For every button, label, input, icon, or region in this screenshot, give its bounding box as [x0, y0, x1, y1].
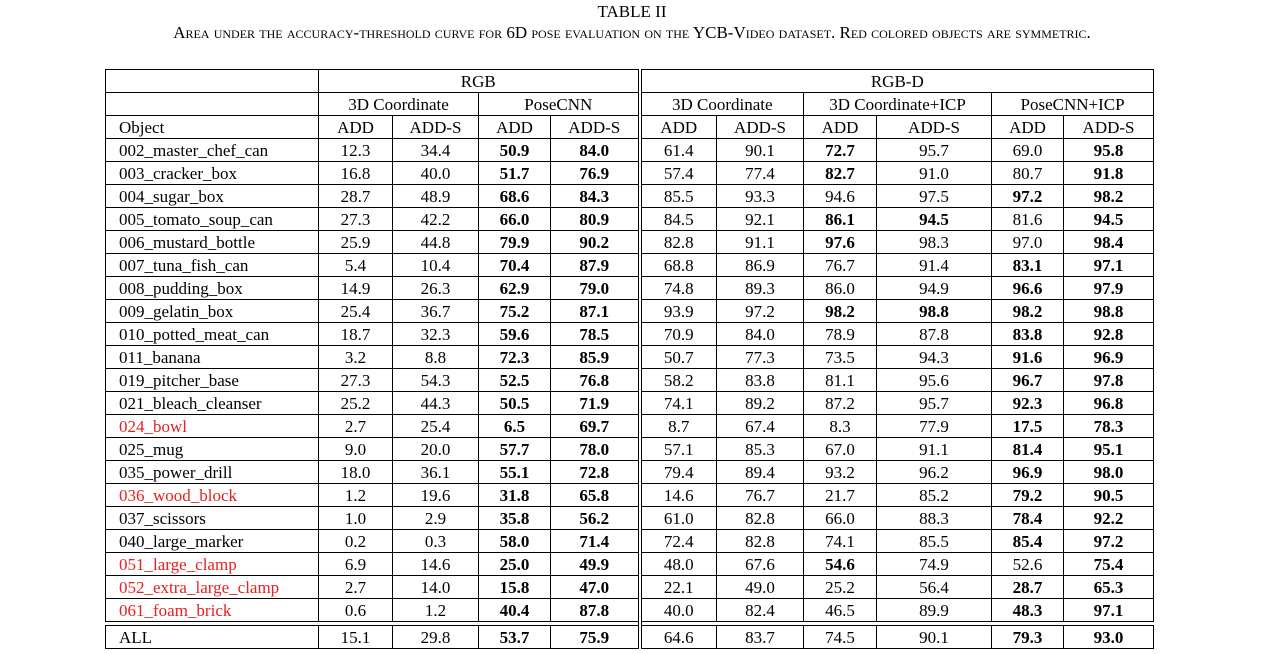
object-name-cell: 002_master_chef_can [106, 139, 319, 162]
value-cell: 66.0 [479, 208, 551, 231]
table-row [106, 461, 1154, 484]
value-cell: 26.3 [393, 277, 479, 300]
value-cell: 95.1 [1064, 438, 1154, 461]
value-cell: 87.8 [551, 599, 640, 622]
value-cell: 48.3 [992, 599, 1064, 622]
value-cell: 50.9 [479, 139, 551, 162]
value-cell: 14.6 [640, 484, 717, 507]
object-name-cell: 009_gelatin_box [106, 300, 319, 323]
value-cell: 74.5 [804, 626, 877, 649]
value-cell: 79.4 [640, 461, 717, 484]
value-cell: 98.2 [804, 300, 877, 323]
metric-column-header: ADD-S [1064, 116, 1154, 139]
value-cell: 40.0 [393, 162, 479, 185]
value-cell: 95.6 [877, 369, 992, 392]
value-cell: 86.9 [717, 254, 804, 277]
value-cell: 81.1 [804, 369, 877, 392]
value-cell: 76.8 [551, 369, 640, 392]
object-name-cell: 006_mustard_bottle [106, 231, 319, 254]
value-cell: 84.0 [551, 139, 640, 162]
table-row [106, 277, 1154, 300]
value-cell: 89.9 [877, 599, 992, 622]
value-cell: 84.5 [640, 208, 717, 231]
value-cell: 84.3 [551, 185, 640, 208]
table-row [106, 484, 1154, 507]
value-cell: 93.2 [804, 461, 877, 484]
table-row [106, 300, 1154, 323]
value-cell: 95.7 [877, 392, 992, 415]
value-cell: 8.3 [804, 415, 877, 438]
value-cell: 15.1 [319, 626, 393, 649]
empty-header-cell [106, 93, 319, 116]
object-name-cell: 037_scissors [106, 507, 319, 530]
table-row [106, 346, 1154, 369]
table-row [106, 576, 1154, 599]
value-cell: 91.0 [877, 162, 992, 185]
value-cell: 2.7 [319, 415, 393, 438]
metric-column-header: ADD-S [551, 116, 640, 139]
table-row [106, 553, 1154, 576]
object-name-cell: 004_sugar_box [106, 185, 319, 208]
value-cell: 49.9 [551, 553, 640, 576]
object-name-cell: 040_large_marker [106, 530, 319, 553]
value-cell: 5.4 [319, 254, 393, 277]
value-cell: 57.1 [640, 438, 717, 461]
table-row [106, 162, 1154, 185]
value-cell: 91.6 [992, 346, 1064, 369]
value-cell: 94.6 [804, 185, 877, 208]
value-cell: 78.5 [551, 323, 640, 346]
value-cell: 75.2 [479, 300, 551, 323]
value-cell: 82.8 [717, 530, 804, 553]
object-name-cell: 024_bowl [106, 415, 319, 438]
value-cell: 48.9 [393, 185, 479, 208]
value-cell: 72.4 [640, 530, 717, 553]
value-cell: 25.9 [319, 231, 393, 254]
value-cell: 87.2 [804, 392, 877, 415]
value-cell: 28.7 [319, 185, 393, 208]
value-cell: 83.1 [992, 254, 1064, 277]
value-cell: 86.0 [804, 277, 877, 300]
table-row [106, 185, 1154, 208]
value-cell: 52.6 [992, 553, 1064, 576]
value-cell: 47.0 [551, 576, 640, 599]
value-cell: 49.0 [717, 576, 804, 599]
value-cell: 0.6 [319, 599, 393, 622]
value-cell: 67.4 [717, 415, 804, 438]
value-cell: 98.2 [1064, 185, 1154, 208]
value-cell: 97.1 [1064, 599, 1154, 622]
value-cell: 85.3 [717, 438, 804, 461]
group-header-rgb: RGB [319, 70, 640, 93]
value-cell: 9.0 [319, 438, 393, 461]
value-cell: 92.8 [1064, 323, 1154, 346]
value-cell: 59.6 [479, 323, 551, 346]
empty-header-cell [106, 70, 319, 93]
value-cell: 76.7 [717, 484, 804, 507]
value-cell: 83.8 [992, 323, 1064, 346]
value-cell: 40.0 [640, 599, 717, 622]
value-cell: 14.9 [319, 277, 393, 300]
object-name-cell: 035_power_drill [106, 461, 319, 484]
value-cell: 84.0 [717, 323, 804, 346]
value-cell: 29.8 [393, 626, 479, 649]
value-cell: 1.2 [393, 599, 479, 622]
value-cell: 78.3 [1064, 415, 1154, 438]
value-cell: 86.1 [804, 208, 877, 231]
value-cell: 96.9 [992, 461, 1064, 484]
value-cell: 70.4 [479, 254, 551, 277]
value-cell: 95.7 [877, 139, 992, 162]
object-column-header: Object [106, 116, 319, 139]
metric-column-header: ADD-S [393, 116, 479, 139]
value-cell: 20.0 [393, 438, 479, 461]
value-cell: 72.8 [551, 461, 640, 484]
value-cell: 54.6 [804, 553, 877, 576]
object-name-cell: 052_extra_large_clamp [106, 576, 319, 599]
value-cell: 61.4 [640, 139, 717, 162]
value-cell: 1.2 [319, 484, 393, 507]
value-cell: 18.0 [319, 461, 393, 484]
value-cell: 89.4 [717, 461, 804, 484]
value-cell: 25.2 [804, 576, 877, 599]
value-cell: 83.7 [717, 626, 804, 649]
value-cell: 65.8 [551, 484, 640, 507]
value-cell: 44.8 [393, 231, 479, 254]
value-cell: 75.9 [551, 626, 640, 649]
value-cell: 36.7 [393, 300, 479, 323]
value-cell: 74.8 [640, 277, 717, 300]
value-cell: 35.8 [479, 507, 551, 530]
value-cell: 82.7 [804, 162, 877, 185]
metric-column-header: ADD [479, 116, 551, 139]
metric-column-header: ADD-S [717, 116, 804, 139]
value-cell: 98.0 [1064, 461, 1154, 484]
value-cell: 98.2 [992, 300, 1064, 323]
method-header-posecnn: PoseCNN [479, 93, 640, 116]
value-cell: 50.7 [640, 346, 717, 369]
value-cell: 92.1 [717, 208, 804, 231]
value-cell: 72.7 [804, 139, 877, 162]
value-cell: 58.2 [640, 369, 717, 392]
value-cell: 91.1 [717, 231, 804, 254]
value-cell: 57.7 [479, 438, 551, 461]
value-cell: 61.0 [640, 507, 717, 530]
value-cell: 81.6 [992, 208, 1064, 231]
column-header-row [106, 116, 1154, 139]
method-header-3d-coordinate-icp: 3D Coordinate+ICP [804, 93, 992, 116]
value-cell: 96.6 [992, 277, 1064, 300]
value-cell: 91.1 [877, 438, 992, 461]
value-cell: 93.0 [1064, 626, 1154, 649]
value-cell: 97.2 [1064, 530, 1154, 553]
value-cell: 97.6 [804, 231, 877, 254]
object-name-cell: 061_foam_brick [106, 599, 319, 622]
value-cell: 17.5 [992, 415, 1064, 438]
value-cell: 77.3 [717, 346, 804, 369]
value-cell: 16.8 [319, 162, 393, 185]
object-name-cell: 019_pitcher_base [106, 369, 319, 392]
value-cell: 96.9 [1064, 346, 1154, 369]
value-cell: 97.1 [1064, 254, 1154, 277]
value-cell: 6.5 [479, 415, 551, 438]
value-cell: 0.2 [319, 530, 393, 553]
value-cell: 82.4 [717, 599, 804, 622]
group-header-rgbd: RGB-D [640, 70, 1154, 93]
value-cell: 97.9 [1064, 277, 1154, 300]
value-cell: 32.3 [393, 323, 479, 346]
value-cell: 79.2 [992, 484, 1064, 507]
value-cell: 79.0 [551, 277, 640, 300]
value-cell: 2.9 [393, 507, 479, 530]
value-cell: 68.8 [640, 254, 717, 277]
value-cell: 94.9 [877, 277, 992, 300]
value-cell: 93.9 [640, 300, 717, 323]
metric-column-header: ADD [319, 116, 393, 139]
value-cell: 77.9 [877, 415, 992, 438]
value-cell: 91.4 [877, 254, 992, 277]
value-cell: 12.3 [319, 139, 393, 162]
value-cell: 97.0 [992, 231, 1064, 254]
object-name-cell: 003_cracker_box [106, 162, 319, 185]
value-cell: 89.3 [717, 277, 804, 300]
value-cell: 2.7 [319, 576, 393, 599]
value-cell: 65.3 [1064, 576, 1154, 599]
value-cell: 78.9 [804, 323, 877, 346]
value-cell: 94.5 [1064, 208, 1154, 231]
value-cell: 89.2 [717, 392, 804, 415]
value-cell: 19.6 [393, 484, 479, 507]
value-cell: 71.4 [551, 530, 640, 553]
value-cell: 97.2 [992, 185, 1064, 208]
object-name-cell: 005_tomato_soup_can [106, 208, 319, 231]
value-cell: 79.3 [992, 626, 1064, 649]
table-row [106, 231, 1154, 254]
value-cell: 88.3 [877, 507, 992, 530]
table-row [106, 323, 1154, 346]
method-header-3d-coordinate-rgbd: 3D Coordinate [640, 93, 804, 116]
value-cell: 98.8 [877, 300, 992, 323]
value-cell: 98.8 [1064, 300, 1154, 323]
value-cell: 8.7 [640, 415, 717, 438]
value-cell: 8.8 [393, 346, 479, 369]
table-row [106, 626, 1154, 649]
value-cell: 77.4 [717, 162, 804, 185]
value-cell: 82.8 [640, 231, 717, 254]
table-row [106, 392, 1154, 415]
group-header-row [106, 70, 1154, 93]
method-header-row [106, 93, 1154, 116]
value-cell: 0.3 [393, 530, 479, 553]
value-cell: 48.0 [640, 553, 717, 576]
value-cell: 55.1 [479, 461, 551, 484]
value-cell: 22.1 [640, 576, 717, 599]
table-caption: Area under the accuracy-threshold curve for 6D pose evaluation on the YCB-Video dataset. Red colored objects are symmetric. [173, 23, 1091, 42]
object-name-cell: 036_wood_block [106, 484, 319, 507]
value-cell: 64.6 [640, 626, 717, 649]
value-cell: 46.5 [804, 599, 877, 622]
value-cell: 79.9 [479, 231, 551, 254]
value-cell: 25.0 [479, 553, 551, 576]
value-cell: 90.5 [1064, 484, 1154, 507]
value-cell: 51.7 [479, 162, 551, 185]
value-cell: 28.7 [992, 576, 1064, 599]
object-name-cell: 021_bleach_cleanser [106, 392, 319, 415]
value-cell: 21.7 [804, 484, 877, 507]
value-cell: 52.5 [479, 369, 551, 392]
value-cell: 76.7 [804, 254, 877, 277]
object-name-cell: 007_tuna_fish_can [106, 254, 319, 277]
metric-column-header: ADD [804, 116, 877, 139]
value-cell: 87.1 [551, 300, 640, 323]
value-cell: 67.0 [804, 438, 877, 461]
value-cell: 90.2 [551, 231, 640, 254]
metric-column-header: ADD [992, 116, 1064, 139]
value-cell: 50.5 [479, 392, 551, 415]
value-cell: 91.8 [1064, 162, 1154, 185]
object-name-cell: 011_banana [106, 346, 319, 369]
value-cell: 6.9 [319, 553, 393, 576]
value-cell: 94.3 [877, 346, 992, 369]
table-row [106, 369, 1154, 392]
value-cell: 74.9 [877, 553, 992, 576]
value-cell: 15.8 [479, 576, 551, 599]
value-cell: 14.0 [393, 576, 479, 599]
value-cell: 78.4 [992, 507, 1064, 530]
value-cell: 67.6 [717, 553, 804, 576]
object-name-cell: 051_large_clamp [106, 553, 319, 576]
table-row [106, 208, 1154, 231]
value-cell: 80.7 [992, 162, 1064, 185]
table-number: TABLE II [597, 2, 667, 21]
value-cell: 56.2 [551, 507, 640, 530]
object-name-cell: ALL [106, 626, 319, 649]
value-cell: 36.1 [393, 461, 479, 484]
value-cell: 90.1 [717, 139, 804, 162]
value-cell: 25.4 [319, 300, 393, 323]
value-cell: 25.4 [393, 415, 479, 438]
value-cell: 87.9 [551, 254, 640, 277]
table-row [106, 139, 1154, 162]
value-cell: 93.3 [717, 185, 804, 208]
value-cell: 44.3 [393, 392, 479, 415]
value-cell: 68.6 [479, 185, 551, 208]
value-cell: 85.9 [551, 346, 640, 369]
value-cell: 1.0 [319, 507, 393, 530]
value-cell: 40.4 [479, 599, 551, 622]
value-cell: 92.3 [992, 392, 1064, 415]
value-cell: 31.8 [479, 484, 551, 507]
value-cell: 97.8 [1064, 369, 1154, 392]
value-cell: 80.9 [551, 208, 640, 231]
value-cell: 62.9 [479, 277, 551, 300]
results-table [105, 69, 1154, 649]
object-name-cell: 008_pudding_box [106, 277, 319, 300]
value-cell: 74.1 [640, 392, 717, 415]
value-cell: 85.2 [877, 484, 992, 507]
value-cell: 98.4 [1064, 231, 1154, 254]
value-cell: 78.0 [551, 438, 640, 461]
value-cell: 69.7 [551, 415, 640, 438]
table-row [106, 530, 1154, 553]
method-header-3d-coordinate-rgb: 3D Coordinate [319, 93, 479, 116]
method-header-posecnn-icp: PoseCNN+ICP [992, 93, 1154, 116]
value-cell: 97.5 [877, 185, 992, 208]
value-cell: 56.4 [877, 576, 992, 599]
value-cell: 70.9 [640, 323, 717, 346]
value-cell: 85.5 [877, 530, 992, 553]
value-cell: 76.9 [551, 162, 640, 185]
table-row [106, 507, 1154, 530]
table-row [106, 415, 1154, 438]
value-cell: 94.5 [877, 208, 992, 231]
value-cell: 57.4 [640, 162, 717, 185]
value-cell: 27.3 [319, 208, 393, 231]
value-cell: 82.8 [717, 507, 804, 530]
value-cell: 10.4 [393, 254, 479, 277]
value-cell: 3.2 [319, 346, 393, 369]
value-cell: 98.3 [877, 231, 992, 254]
object-name-cell: 010_potted_meat_can [106, 323, 319, 346]
value-cell: 83.8 [717, 369, 804, 392]
value-cell: 74.1 [804, 530, 877, 553]
value-cell: 54.3 [393, 369, 479, 392]
object-name-cell: 025_mug [106, 438, 319, 461]
value-cell: 85.4 [992, 530, 1064, 553]
value-cell: 90.1 [877, 626, 992, 649]
table-row [106, 599, 1154, 622]
value-cell: 87.8 [877, 323, 992, 346]
value-cell: 69.0 [992, 139, 1064, 162]
value-cell: 14.6 [393, 553, 479, 576]
value-cell: 53.7 [479, 626, 551, 649]
value-cell: 92.2 [1064, 507, 1154, 530]
value-cell: 96.8 [1064, 392, 1154, 415]
metric-column-header: ADD-S [877, 116, 992, 139]
value-cell: 97.2 [717, 300, 804, 323]
value-cell: 18.7 [319, 323, 393, 346]
value-cell: 27.3 [319, 369, 393, 392]
value-cell: 85.5 [640, 185, 717, 208]
value-cell: 25.2 [319, 392, 393, 415]
value-cell: 72.3 [479, 346, 551, 369]
value-cell: 71.9 [551, 392, 640, 415]
value-cell: 58.0 [479, 530, 551, 553]
value-cell: 42.2 [393, 208, 479, 231]
metric-column-header: ADD [640, 116, 717, 139]
value-cell: 73.5 [804, 346, 877, 369]
value-cell: 66.0 [804, 507, 877, 530]
value-cell: 96.7 [992, 369, 1064, 392]
value-cell: 95.8 [1064, 139, 1154, 162]
table-row [106, 438, 1154, 461]
value-cell: 34.4 [393, 139, 479, 162]
value-cell: 81.4 [992, 438, 1064, 461]
value-cell: 75.4 [1064, 553, 1154, 576]
table-row [106, 254, 1154, 277]
value-cell: 96.2 [877, 461, 992, 484]
